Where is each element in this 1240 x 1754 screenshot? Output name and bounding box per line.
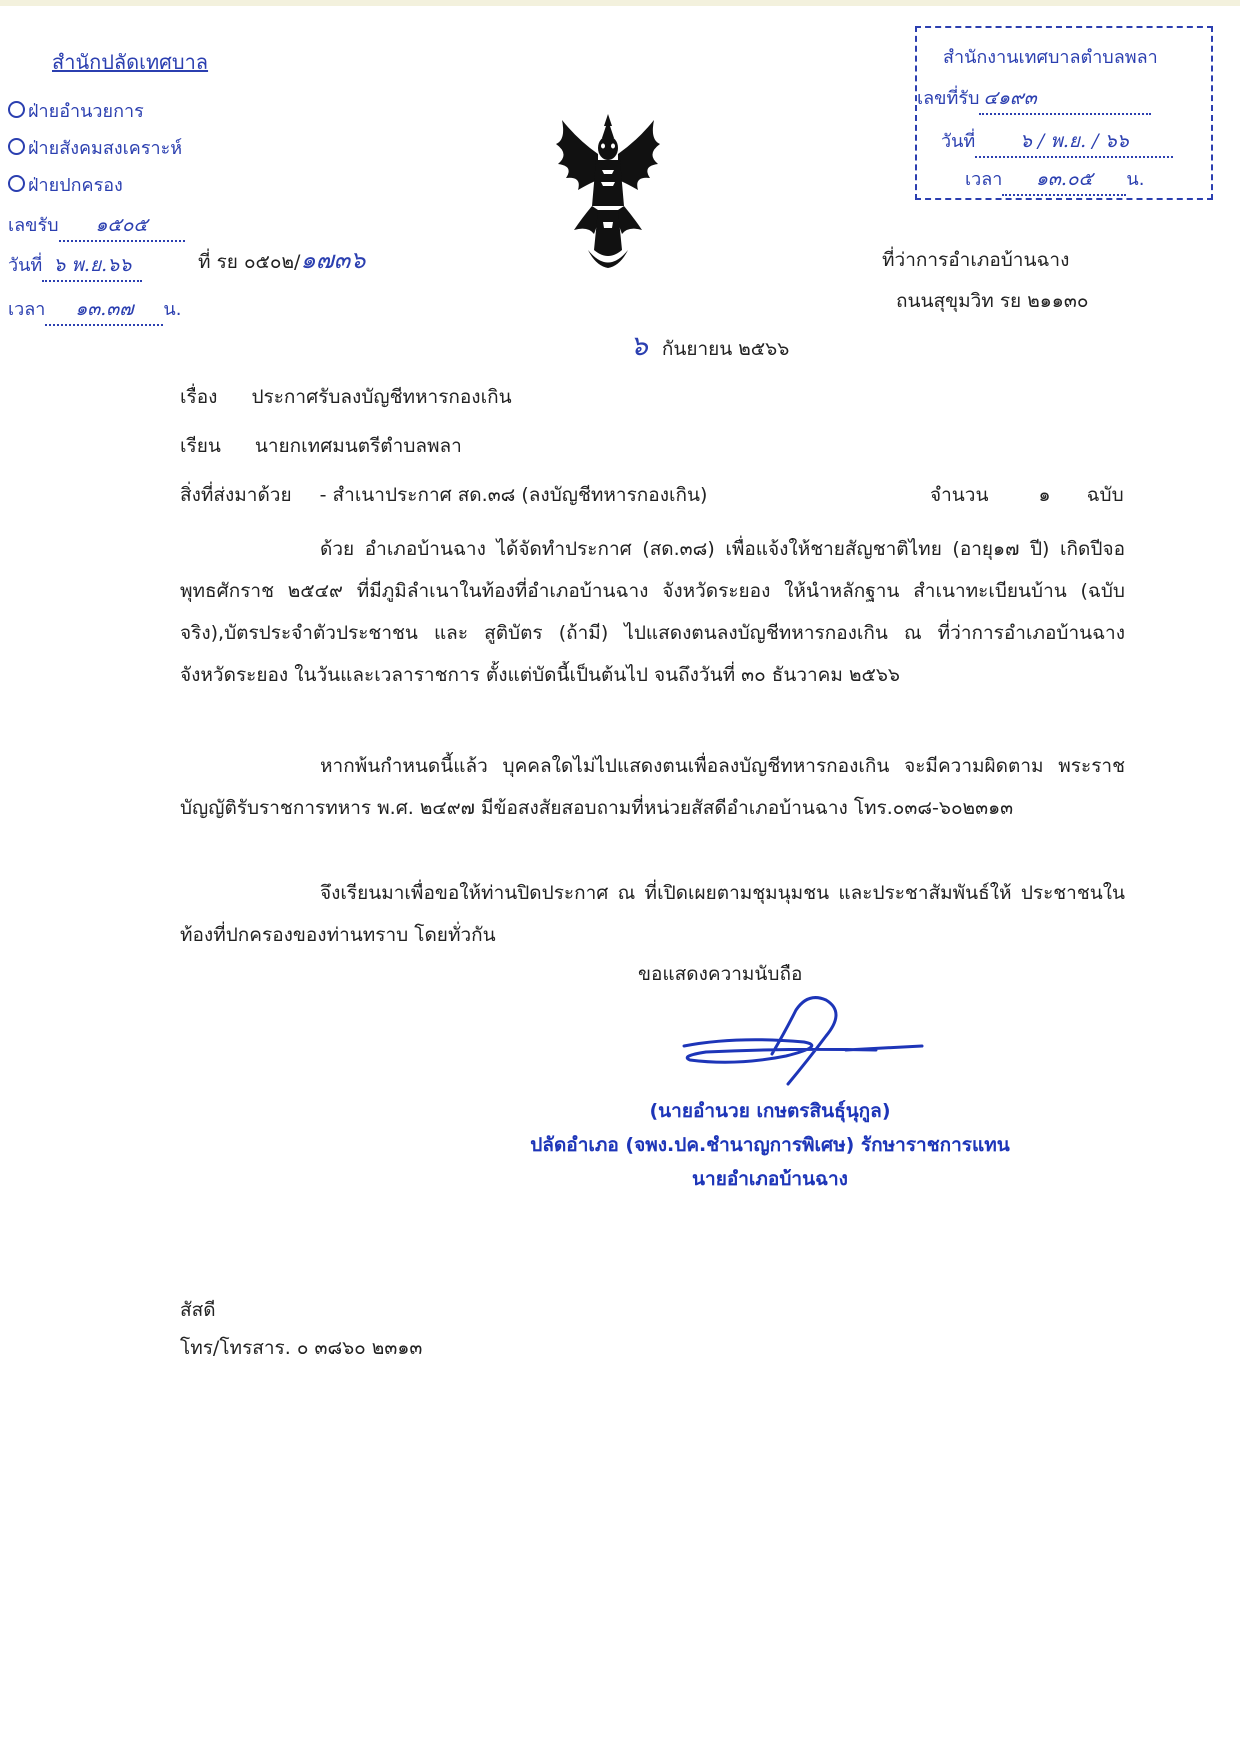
right-stamp-title: สำนักงานเทศบาลตำบลพลา [943, 47, 1158, 68]
option-social-welfare: ฝ่ายสังคมสงเคราะห์ [8, 133, 182, 162]
option-admin: ฝ่ายอำนวยการ [8, 96, 144, 125]
body-paragraph-1: ด้วย อำเภอบ้านฉาง ได้จัดทำประกาศ (สด.๓๘) เพื่อแจ้งให้ชายสัญชาติไทย (อายุ๑๗ ปี) เกิดปีจอ พุทธศักราช ๒๕๔๙ ที่มีภูมิลำเนาในท้องที่อำเภอบ้านฉาง จังหวัดระยอง ให้นำหลักฐาน สำเนาทะเบียนบ้าน (ฉบับจริง),บัตรประจำตัวประชาชน และ สูติบัตร (ถ้ามี) ไปแสดงตนลงบัญชีทหารกองเกิน ณ ที่ว่าการอำเภอบ้านฉาง จังหวัดระยอง ในวันและเวลาราชการ ตั้งแต่บัดนี้เป็นต้นไป จนถึงวันที่ ๓๐ ธันวาคม ๒๕๖๖ [180, 538, 1125, 686]
handwritten-date: ๖ / พ.ย. / ๖๖ [975, 126, 1173, 158]
checkbox-circle-icon [8, 101, 25, 118]
enclosure-quantity: จำนวน ๑ ฉบับ [930, 484, 1124, 506]
handwritten-time: ๑๓.๓๗ [45, 294, 163, 326]
garuda-emblem-icon [548, 110, 668, 275]
handwritten-receipt-number: ๑๕๐๕ [59, 210, 185, 242]
signer-position: ปลัดอำเภอ (จพง.ปค.ชำนาญการพิเศษ) รักษาราชการแทน [530, 1134, 1010, 1156]
left-receipt-date: วันที่ ๖ พ.ย.๖๖ [8, 250, 142, 282]
handwritten-time: ๑๓.๐๕ [1002, 164, 1126, 196]
handwritten-day: ๖ [630, 329, 648, 362]
office-address: ถนนสุขุมวิท รย ๒๑๑๓๐ [896, 290, 1089, 312]
office-name: ที่ว่าการอำเภอบ้านฉาง [882, 249, 1070, 271]
right-receipt-time: เวลา ๑๓.๐๕ น. [965, 164, 1144, 196]
footer-department: สัสดี [180, 1299, 216, 1321]
enclosure-line: สิ่งที่ส่งมาด้วย - สำเนาประกาศ สด.๓๘ (ลงบัญชีทหารกองเกิน) [180, 484, 708, 506]
checkbox-circle-icon [8, 138, 25, 155]
subject-line: เรื่อง ประกาศรับลงบัญชีทหารกองเกิน [180, 386, 512, 408]
document-number: ที่ รย ๐๕๐๒/๑๗๓๖ [198, 246, 366, 274]
right-receipt-date: วันที่ ๖ / พ.ย. / ๖๖ [941, 126, 1173, 158]
signer-title: นายอำเภอบ้านฉาง [692, 1168, 848, 1190]
body-paragraph-2: หากพ้นกำหนดนี้แล้ว บุคคลใดไม่ไปแสดงตนเพื่อลงบัญชีทหารกองเกิน จะมีความผิดตาม พระราชบัญญัติรับราชการทหาร พ.ศ. ๒๔๙๗ มีข้อสงสัยสอบถามที่หน่วยสัสดีอำเภอบ้านฉาง โทร.๐๓๘-๖๐๒๓๑๓ [180, 755, 1125, 819]
option-administration: ฝ่ายปกครอง [8, 170, 123, 199]
body-paragraph-3: จึงเรียนมาเพื่อขอให้ท่านปิดประกาศ ณ ที่เปิดเผยตามชุมนุมชน และประชาสัมพันธ์ให้ ประชาชนในท้องที่ปกครองของท่านทราบ โดยทั่วกัน [180, 882, 1125, 946]
footer-phone: โทร/โทรสาร. ๐ ๓๘๖๐ ๒๓๑๓ [180, 1337, 423, 1359]
signer-name: (นายอำนวย เกษตรสินธุ์นุกูล) [649, 1100, 891, 1122]
salutation-line: เรียน นายกเทศมนตรีตำบลพลา [180, 435, 462, 457]
right-receipt-number: เลขที่รับ ๔๑๙๓ [917, 83, 1151, 115]
checkbox-circle-icon [8, 175, 25, 192]
right-receipt-stamp [915, 26, 1213, 200]
enclosure: - สำเนาประกาศ สด.๓๘ (ลงบัญชีทหารกองเกิน) [319, 484, 708, 506]
handwritten-date: ๖ พ.ย.๖๖ [42, 250, 142, 282]
subject: ประกาศรับลงบัญชีทหารกองเกิน [251, 386, 512, 408]
handwritten-receipt-number: ๔๑๙๓ [979, 83, 1151, 115]
closing: ขอแสดงความนับถือ [638, 963, 803, 985]
left-receipt-time: เวลา ๑๓.๓๗ น. [8, 294, 181, 326]
left-stamp-title: สำนักปลัดเทศบาล [52, 50, 209, 74]
handwritten-doc-number: ๑๗๓๖ [300, 246, 366, 274]
left-receipt-number: เลขรับ ๑๕๐๕ [8, 210, 185, 242]
scan-edge [0, 0, 1240, 6]
recipient: นายกเทศมนตรีตำบลพลา [254, 435, 462, 457]
document-date: ๖ กันยายน ๒๕๖๖ [630, 329, 790, 362]
signature-icon [676, 990, 936, 1090]
signer-block [470, 1094, 1070, 1196]
